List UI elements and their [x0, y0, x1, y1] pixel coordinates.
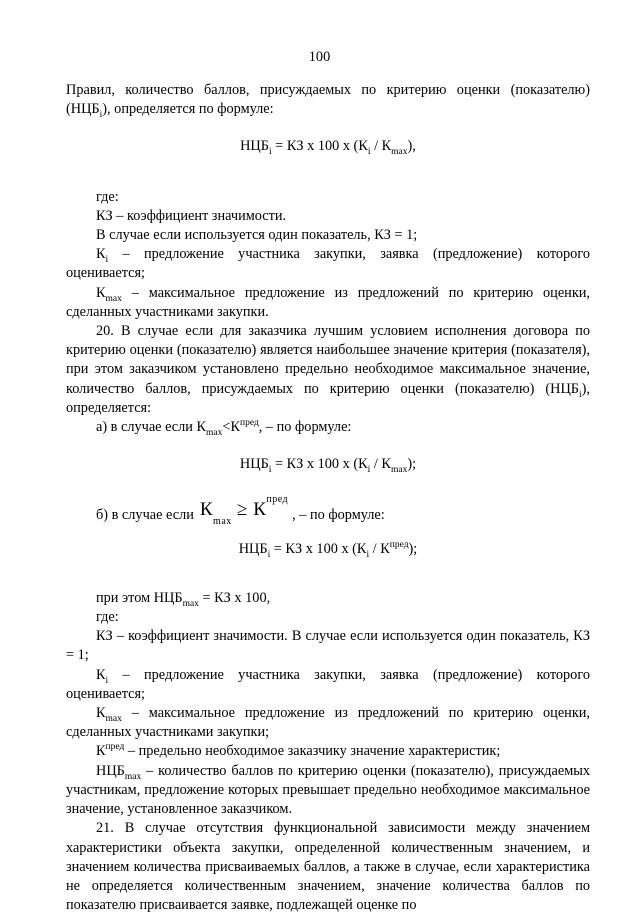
kz-definition-2: КЗ – коэффициент значимости. В случае если используется один показатель, КЗ = 1; — [66, 628, 590, 664]
ki-definition-1: $К_i$ – предложение участника закупки, заявка (предложение) которого оценивается; — [66, 246, 590, 282]
where-label-2: где: — [96, 609, 119, 626]
kpred-definition: $К^{пред}$ – предельно необходимое заказчику значение характеристик; — [96, 742, 501, 760]
ncbmax-definition: $НЦБ_{max}$ – количество баллов по критерию оценки (показателю), присуждаемых участникам, предложение которых превышает предельно необходимое максимальное значение, установленное заказчиком. — [66, 762, 590, 818]
formula-1: $НЦБ_i$ = КЗ х 100 х $(К_i / К_{max})$, — [240, 138, 416, 158]
paragraph-20: 20. В случае если для заказчика лучшим условием исполнения договора по критерию оценки (показателю) является наибольшее значение критерия (показателя), при этом заказчиком установлено предельно необходимое максимальное значение, количество баллов, присуждаемых по критерию оценки (показателю) $(НЦБ_i)$, определяется: — [66, 323, 590, 416]
comparison-formula: $К_{max} \ge К^{пред}$ — [199, 494, 289, 528]
kz-definition-1: КЗ – коэффициент значимости. — [96, 207, 287, 224]
where-label-1: где: — [96, 188, 119, 205]
paragraph-21: 21. В случае отсутствия функциональной зависимости между значением характеристики объекта закупки, определенной количественным значением, и значением количества присваиваемых баллов, а также в случае, если характеристика не определяется количественным значением, значение количества баллов по показателю присваивается заявке, подлежащей оценке по — [66, 820, 590, 914]
max-score-line: при этом $НЦБ_{max}$ = КЗ х 100, — [96, 589, 271, 609]
formula-3: $НЦБ_i$ = КЗ х 100 х $(К_i / К^{пред})$; — [238, 539, 418, 560]
case-a: а) в случае если $К_{max}<К^{пред}$, – по формуле: — [96, 418, 352, 438]
kz-single-case-1: В случае если используется один показатель, КЗ = 1; — [96, 227, 418, 244]
case-b: б) в случае если $К_{max} \ge К^{пред}$ , – по формуле: — [96, 494, 385, 528]
ki-definition-2: $К_i$ – предложение участника закупки, заявка (предложение) которого оценивается; — [66, 666, 590, 702]
formula-2: $НЦБ_i$ = КЗ х 100 х $(К_i / К_{max})$; — [239, 456, 417, 476]
kmax-definition-2: $К_{max}$ – максимальное предложение из предложений по критерию оценки, сделанных участниками закупки; — [66, 705, 590, 741]
page-number: 100 — [308, 49, 331, 65]
kmax-definition-1: $К_{max}$ – максимальное предложение из предложений по критерию оценки, сделанных участниками закупки. — [66, 284, 590, 320]
paragraph-intro: Правил, количество баллов, присуждаемых по критерию оценки (показателю) $(НЦБ_i)$, определяется по формуле: — [66, 82, 590, 121]
document-body — [66, 81, 590, 915]
